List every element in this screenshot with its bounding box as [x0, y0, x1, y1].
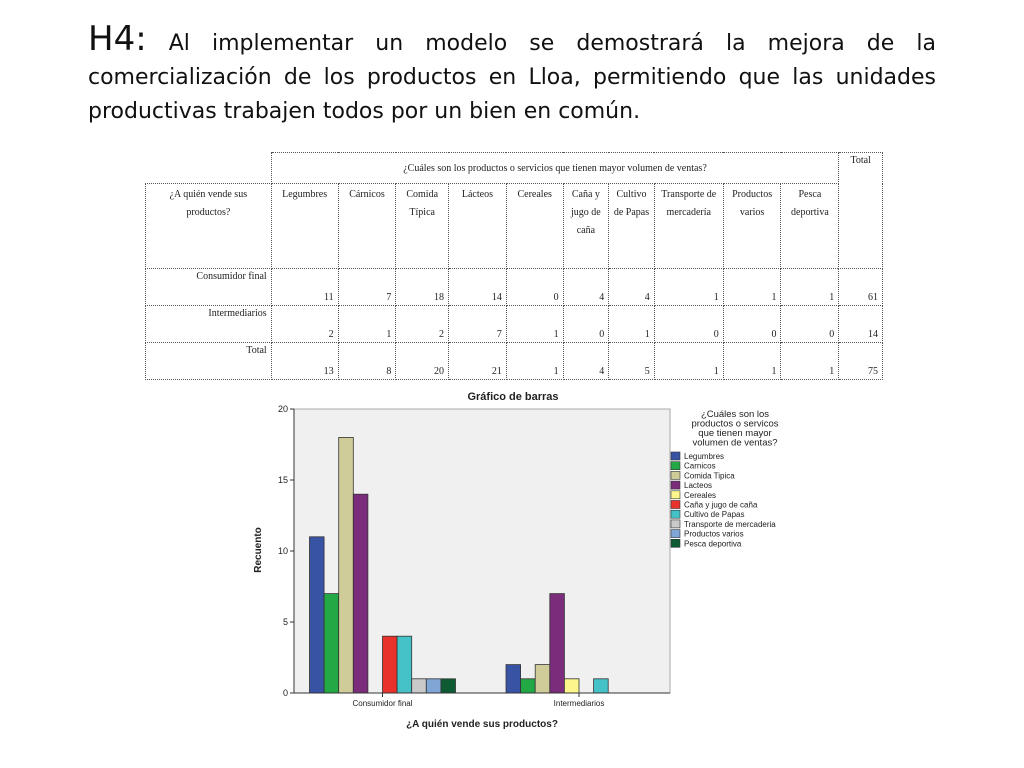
legend-item: Cereales	[684, 490, 717, 500]
row-label: Consumidor final	[146, 269, 272, 306]
table-row	[146, 306, 883, 343]
table-cell: 0	[654, 306, 723, 343]
y-tick-label: 15	[277, 475, 288, 485]
chart-title: Gráfico de barras	[467, 391, 559, 403]
legend-swatch	[671, 510, 680, 518]
legend-swatch	[671, 452, 680, 460]
legend-item: Caña y jugo de caña	[684, 500, 758, 510]
table-row-header: ¿A quién vende sus productos?	[146, 184, 272, 269]
table-cell: 14	[449, 269, 507, 306]
table-cell: 18	[396, 269, 449, 306]
table-cell: 7	[449, 306, 507, 343]
table-row	[146, 269, 883, 306]
x-tick-label: Consumidor final	[352, 699, 413, 708]
row-total: 14	[839, 306, 883, 343]
table-cell: 1	[654, 269, 723, 306]
table-cell: 0	[563, 306, 609, 343]
column-header: Transporte de mercadería	[654, 184, 723, 269]
table-cell: 1	[781, 269, 839, 306]
table-cell: 4	[563, 269, 609, 306]
legend-item: Legumbres	[684, 452, 725, 461]
crosstab-table	[145, 152, 883, 380]
table-cell: 21	[449, 343, 507, 380]
bar	[441, 679, 456, 693]
y-tick-label: 5	[282, 617, 288, 627]
legend-item: Transporte de mercaderia	[684, 519, 776, 529]
x-tick-label: Intermediarios	[553, 699, 605, 708]
bar	[339, 437, 354, 693]
column-header: Cultivo de Papas	[609, 184, 655, 269]
row-total: 61	[839, 269, 883, 306]
table-row	[146, 343, 883, 380]
bar	[383, 636, 398, 693]
bar	[521, 679, 536, 693]
legend-swatch	[671, 530, 680, 538]
table-cell: 4	[563, 343, 609, 380]
column-header: Cárnicos	[338, 184, 396, 269]
column-header: Caña y jugo de caña	[563, 184, 609, 269]
table-cell: 8	[338, 343, 396, 380]
table-corner	[146, 153, 272, 184]
legend-item: Comida Tipica	[684, 471, 735, 481]
legend-title: ¿Cuáles son los productos o servicos que tienen mayor volumen de ventas?	[691, 409, 779, 449]
table-cell: 1	[506, 306, 563, 343]
table-cell: 2	[396, 306, 449, 343]
y-tick-label: 20	[277, 404, 288, 414]
bar	[412, 679, 427, 693]
legend-swatch	[671, 539, 680, 547]
y-tick-label: 0	[282, 688, 288, 698]
column-header: Pesca deportiva	[781, 184, 839, 269]
table-header-row	[146, 184, 883, 269]
y-tick-label: 10	[277, 546, 288, 556]
x-axis-label: ¿A quién vende sus productos?	[406, 719, 558, 730]
table-cell: 1	[609, 306, 655, 343]
table-cell: 20	[396, 343, 449, 380]
legend-swatch	[671, 481, 680, 489]
row-total: 75	[839, 343, 883, 380]
row-label: Intermediarios	[146, 306, 272, 343]
bar	[564, 679, 579, 693]
table-cell: 4	[609, 269, 655, 306]
table-cell: 1	[338, 306, 396, 343]
column-header: Comida Típica	[396, 184, 449, 269]
bar	[426, 679, 441, 693]
bar-chart	[246, 384, 812, 746]
table-cell: 11	[271, 269, 338, 306]
column-header: Productos varios	[723, 184, 781, 269]
row-label: Total	[146, 343, 272, 380]
bar	[310, 537, 325, 693]
table-cell: 0	[781, 306, 839, 343]
y-axis-label: Recuento	[253, 527, 264, 573]
table-cell: 1	[723, 269, 781, 306]
column-header: Lácteos	[449, 184, 507, 269]
legend-item: Carnicos	[684, 461, 716, 471]
table-cell: 1	[654, 343, 723, 380]
legend-item: Pesca deportiva	[684, 539, 742, 549]
table-cell: 0	[723, 306, 781, 343]
bar	[506, 665, 521, 693]
table-cell: 13	[271, 343, 338, 380]
table-title: ¿Cuáles son los productos o servicios que tienen mayor volumen de ventas?	[271, 153, 839, 184]
table-cell: 2	[271, 306, 338, 343]
table-cell: 0	[506, 269, 563, 306]
table-total-header: Total	[839, 153, 883, 269]
legend-swatch	[671, 462, 680, 470]
bar	[324, 594, 339, 693]
bar	[550, 594, 565, 693]
table-cell: 5	[609, 343, 655, 380]
legend-swatch	[671, 491, 680, 499]
bar	[397, 636, 412, 693]
column-header: Cereales	[506, 184, 563, 269]
bar	[535, 665, 550, 693]
hypothesis-label: H4:	[88, 19, 147, 59]
table-cell: 1	[506, 343, 563, 380]
legend-item: Productos varios	[684, 529, 744, 539]
legend-swatch	[671, 520, 680, 528]
bar	[594, 679, 609, 693]
legend-item: Lacteos	[684, 481, 713, 491]
table-cell: 1	[723, 343, 781, 380]
table-cell: 7	[338, 269, 396, 306]
legend-item: Cultivo de Papas	[684, 510, 745, 520]
column-header: Legumbres	[271, 184, 338, 269]
table-cell: 1	[781, 343, 839, 380]
hypothesis-text: Al implementar un modelo se demostrará la mejora de la comercialización de los productos en Lloa, permitiendo que las unidades productivas trabajen todos por un bien en común.	[88, 31, 936, 124]
bar	[353, 494, 368, 693]
table-title-row	[146, 153, 883, 184]
legend-swatch	[671, 471, 680, 479]
legend-swatch	[671, 501, 680, 509]
slide-heading	[88, 19, 936, 129]
